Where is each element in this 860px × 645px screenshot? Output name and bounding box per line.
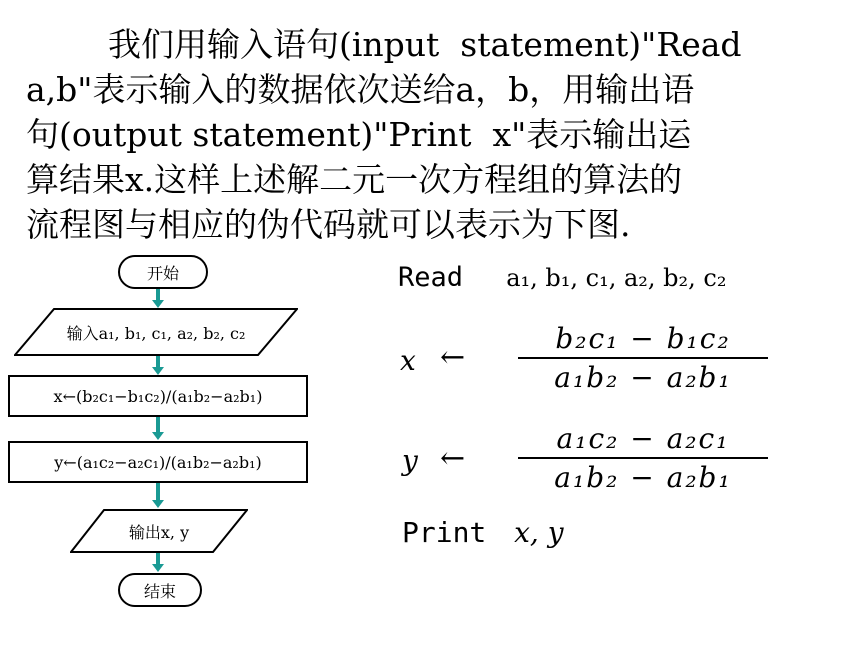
x-numerator: b₂c₁ − b₁c₂ xyxy=(555,322,731,355)
flowchart-start xyxy=(118,255,208,289)
flow-arrowhead xyxy=(152,500,164,508)
paragraph-line: 我们用输入语句(input statement)"Read xyxy=(108,25,742,64)
flow-arrowhead xyxy=(152,300,164,308)
flow-arrowhead xyxy=(152,432,164,440)
y-denominator: a₁b₂ − a₂b₁ xyxy=(554,461,732,494)
flowchart-step-x xyxy=(8,375,308,417)
read-keyword: Read xyxy=(398,262,464,293)
print-line xyxy=(402,516,564,549)
read-line xyxy=(398,262,726,293)
flowchart-step-y-label: y←(a₁c₂−a₂c₁)/(a₁b₂−a₂b₁) xyxy=(54,452,262,472)
print-keyword: Print xyxy=(402,516,487,549)
flow-arrow xyxy=(156,417,160,433)
intro-paragraph xyxy=(26,22,846,247)
y-variable: y xyxy=(402,444,418,477)
flowchart-input xyxy=(14,308,298,356)
x-assign-arrow: ← xyxy=(440,340,466,375)
x-fraction xyxy=(518,322,768,394)
print-args: x, y xyxy=(514,516,564,549)
flow-arrowhead xyxy=(152,564,164,572)
x-variable: x xyxy=(400,344,416,377)
flowchart-end-label: 结束 xyxy=(143,581,176,601)
flowchart-end xyxy=(118,573,202,607)
y-fraction xyxy=(518,422,768,494)
flowchart-output xyxy=(70,509,248,553)
y-assign-arrow: ← xyxy=(440,441,466,476)
paragraph-line: 流程图与相应的伪代码就可以表示为下图. xyxy=(26,205,631,244)
paragraph-line: 算结果x.这样上述解二元一次方程组的算法的 xyxy=(26,160,683,199)
flowchart-step-y xyxy=(8,441,308,483)
flow-arrow xyxy=(156,483,160,501)
fraction-bar xyxy=(518,457,768,459)
fraction-bar xyxy=(518,357,768,359)
flow-arrowhead xyxy=(152,367,164,375)
flowchart-start-label: 开始 xyxy=(146,263,179,283)
read-args: a₁, b₁, c₁, a₂, b₂, c₂ xyxy=(506,264,727,292)
paragraph-line: a,b"表示输入的数据依次送给a，b，用输出语 xyxy=(26,70,695,109)
flowchart-input-label: 输入a₁, b₁, c₁, a₂, b₂, c₂ xyxy=(66,323,246,343)
flowchart-step-x-label: x←(b₂c₁−b₁c₂)/(a₁b₂−a₂b₁) xyxy=(53,386,263,406)
x-denominator: a₁b₂ − a₂b₁ xyxy=(554,361,732,394)
paragraph-line: 句(output statement)"Print x"表示输出运 xyxy=(26,115,692,154)
y-numerator: a₁c₂ − a₂c₁ xyxy=(556,422,730,455)
flowchart-output-label: 输出x, y xyxy=(128,522,190,542)
